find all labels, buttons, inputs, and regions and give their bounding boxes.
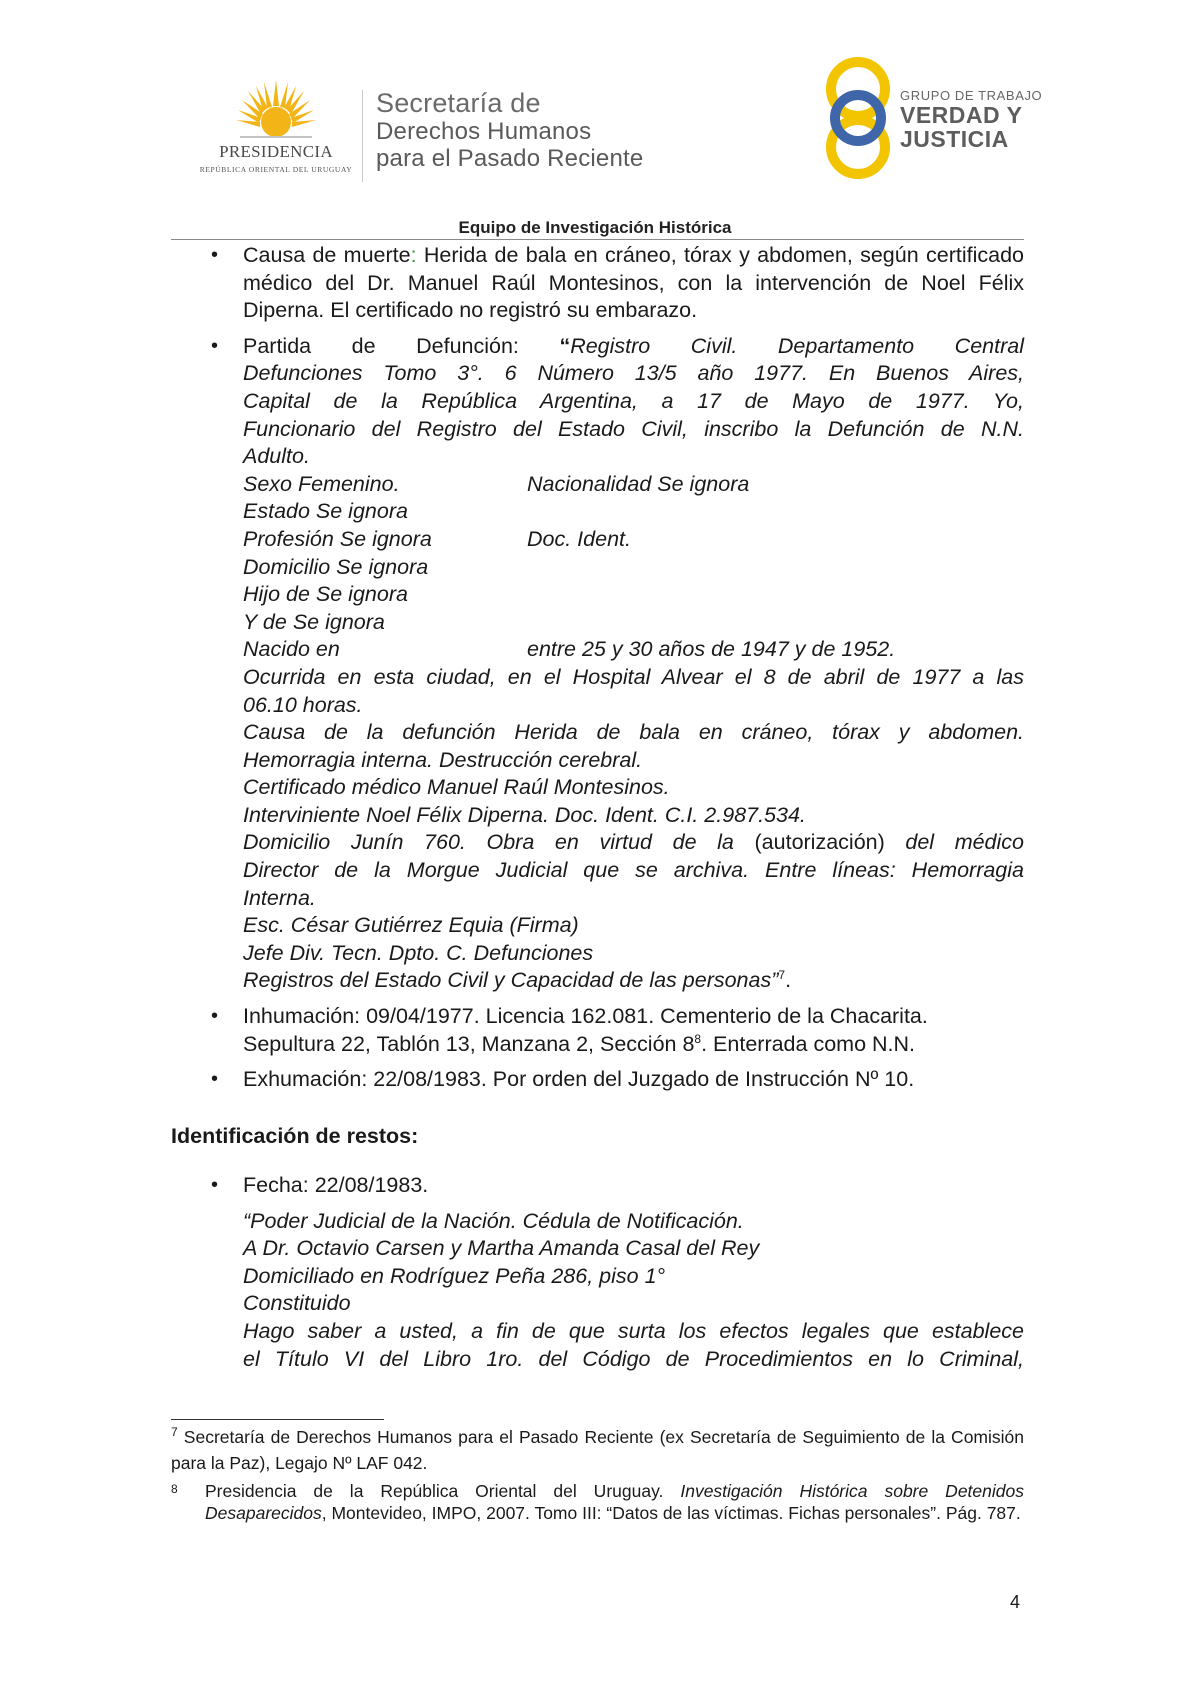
partida-row-profesion xyxy=(243,526,1024,554)
rings-logo-icon xyxy=(818,56,898,180)
partida-line-4: Funcionario del Registro del Estado Civil, inscribo la Defunción de N.N. xyxy=(243,416,1024,441)
footnote-8-text-a: Presidencia de la República Oriental del Uruguay. xyxy=(205,1481,681,1501)
inhumacion-line-2-end: . Enterrada como N.N. xyxy=(701,1031,915,1056)
causa-text: Herida de bala en cráneo, tórax y abdomen, según certificado médico del Dr. Manuel Raúl Montesinos, con la intervención de Noel Félix Diperna. El certificado no registró su embarazo. xyxy=(243,243,1024,323)
footnotes xyxy=(171,1424,1024,1524)
partida-nacido-val: entre 25 y 30 años de 1947 y de 1952. xyxy=(527,637,896,662)
quote-line-6: el Título VI del Libro 1ro. del Código de Procedimientos en lo Criminal, xyxy=(243,1346,1024,1371)
sun-icon xyxy=(236,80,316,146)
secretaria-line-3: para el Pasado Reciente xyxy=(376,145,644,172)
quote-line-2: A Dr. Octavio Carsen y Martha Amanda Casal del Rey xyxy=(243,1236,760,1261)
quote-line-1: “Poder Judicial de la Nación. Cédula de Notificación. xyxy=(243,1208,744,1233)
bullet-exhumacion xyxy=(171,1066,1024,1094)
footnote-8-number: 8 xyxy=(171,1482,178,1496)
partida-yde: Y de Se ignora xyxy=(243,609,385,634)
bullet-causa-muerte xyxy=(171,242,1024,325)
partida-ocurrida-1: Ocurrida en esta ciudad, en el Hospital Alvear el 8 de abril de 1977 a las xyxy=(243,664,1024,689)
partida-hijo: Hijo de Se ignora xyxy=(243,582,408,607)
partida-profesion: Profesión Se ignora xyxy=(243,526,432,551)
bullet-inhumacion xyxy=(171,1003,1024,1058)
identificacion-content xyxy=(171,1172,1024,1373)
partida-dom-1c: del médico xyxy=(884,830,1024,855)
partida-nacionalidad: Nacionalidad Se ignora xyxy=(527,471,750,496)
footnote-7 xyxy=(171,1424,1024,1476)
gtvj-title xyxy=(900,88,1042,151)
header-divider xyxy=(362,90,363,182)
exhumacion-text: Exhumación: 22/08/1983. Por orden del Juzgado de Instrucción Nº 10. xyxy=(243,1067,915,1092)
cedula-quote xyxy=(171,1208,1024,1374)
partida-line-1 xyxy=(243,333,1024,361)
partida-nacido: Nacido en xyxy=(243,637,340,662)
partida-dom-3: Interna. xyxy=(243,885,316,910)
footnote-rule xyxy=(171,1419,384,1420)
footnote-7-text: Secretaría de Derechos Humanos para el Pasado Reciente (ex Secretaría de Seguimiento de la Comisión para la Paz), Legajo Nº LAF 042. xyxy=(171,1427,1024,1473)
team-title: Equipo de Investigación Histórica xyxy=(458,218,732,237)
partida-esc: Esc. César Gutiérrez Equia (Firma) xyxy=(243,913,579,938)
partida-row-nacido xyxy=(243,636,1024,664)
bullet-fecha xyxy=(171,1172,1024,1200)
secretaria-title xyxy=(376,88,643,172)
partida-open-quote: “ xyxy=(559,333,571,358)
footnote-ref-7: 7 xyxy=(778,968,786,983)
footnote-8-italic: Investigación Histórica sobre Detenidos Desaparecidos xyxy=(205,1481,1024,1523)
presidencia-logo xyxy=(196,80,356,180)
partida-registros-text: Registros del Estado Civil y Capacidad de las personas” xyxy=(243,968,779,993)
partida-domicilio: Domicilio Se ignora xyxy=(243,554,429,579)
quote-line-4: Constituido xyxy=(243,1291,351,1316)
partida-estado: Estado Se ignora xyxy=(243,499,408,524)
partida-line-3: Capital de la República Argentina, a 17 de Mayo de 1977. Yo, xyxy=(243,388,1024,413)
partida-dom-1 xyxy=(243,829,1024,857)
partida-ocurrida-2: 06.10 horas. xyxy=(243,692,363,717)
partida-label: Partida de Defunción: xyxy=(243,333,560,358)
presidencia-wordmark: PRESIDENCIA xyxy=(219,142,333,161)
secretaria-line-2: Derechos Humanos xyxy=(376,118,592,145)
partida-line-1-italic: Registro Civil. Departamento Central xyxy=(570,333,1024,358)
footnote-8 xyxy=(171,1480,1024,1524)
causa-colon: : xyxy=(410,243,417,267)
footnote-7-number: 7 xyxy=(171,1425,178,1440)
secretaria-line-1: Secretaría de xyxy=(376,88,541,118)
partida-line-2: Defunciones Tomo 3°. 6 Número 13/5 año 1977. En Buenos Aires, xyxy=(243,361,1024,386)
main-content xyxy=(171,240,1024,1094)
bullet-partida-defuncion xyxy=(171,333,1024,995)
causa-label: Causa de muerte xyxy=(243,243,411,267)
partida-sexo: Sexo Femenino. xyxy=(243,471,400,496)
partida-causa-2: Hemorragia interna. Destrucción cerebral. xyxy=(243,747,643,772)
inhumacion-line-2 xyxy=(243,1031,1024,1059)
inhumacion-line-2-text: Sepultura 22, Tablón 13, Manzana 2, Sección 8 xyxy=(243,1031,695,1056)
gtvj-line-2: VERDAD Y xyxy=(900,102,1023,128)
partida-dom-1b: (autorización) xyxy=(754,830,885,855)
quote-line-5: Hago saber a usted, a fin de que surta los efectos legales que establece xyxy=(243,1318,1024,1343)
footnote-ref-8: 8 xyxy=(694,1031,702,1046)
partida-doc: Doc. Ident. xyxy=(527,526,631,551)
partida-registros-end: . xyxy=(785,968,792,993)
page-number: 4 xyxy=(1010,1592,1021,1612)
presidencia-subtitle: REPÚBLICA ORIENTAL DEL URUGUAY xyxy=(199,165,353,174)
partida-certificado: Certificado médico Manuel Raúl Montesinos. xyxy=(243,775,670,800)
partida-dom-1a: Domicilio Junín 760. Obra en virtud de la xyxy=(243,830,755,855)
identificacion-fecha: Fecha: 22/08/1983. xyxy=(243,1173,429,1197)
partida-registros xyxy=(243,967,1024,995)
page-header xyxy=(0,0,1190,237)
quote-line-3: Domiciliado en Rodríguez Peña 286, piso 1° xyxy=(243,1263,666,1288)
partida-causa-1: Causa de la defunción Herida de bala en cráneo, tórax y abdomen. xyxy=(243,720,1024,745)
partida-dom-2: Director de la Morgue Judicial que se archiva. Entre líneas: Hemorragia xyxy=(243,858,1024,883)
footnote-8-text-b: , Montevideo, IMPO, 2007. Tomo III: “Datos de las víctimas. Fichas personales”. Pág. 787. xyxy=(321,1503,1021,1523)
gtvj-line-1: GRUPO DE TRABAJO xyxy=(900,88,1043,103)
partida-row-sexo xyxy=(243,471,1024,499)
inhumacion-line-1: • Inhumación: 09/04/1977. Licencia 162.081. Cementerio de la Chacarita. xyxy=(243,1004,928,1029)
section-heading-identificacion: Identificación de restos: xyxy=(171,1124,419,1148)
gtvj-line-3: JUSTICIA xyxy=(900,126,1009,152)
partida-line-5: Adulto. xyxy=(243,444,310,469)
partida-interviniente: Interviniente Noel Félix Diperna. Doc. Ident. C.I. 2.987.534. xyxy=(243,802,806,827)
partida-jefe: Jefe Div. Tecn. Dpto. C. Defunciones xyxy=(243,940,594,965)
